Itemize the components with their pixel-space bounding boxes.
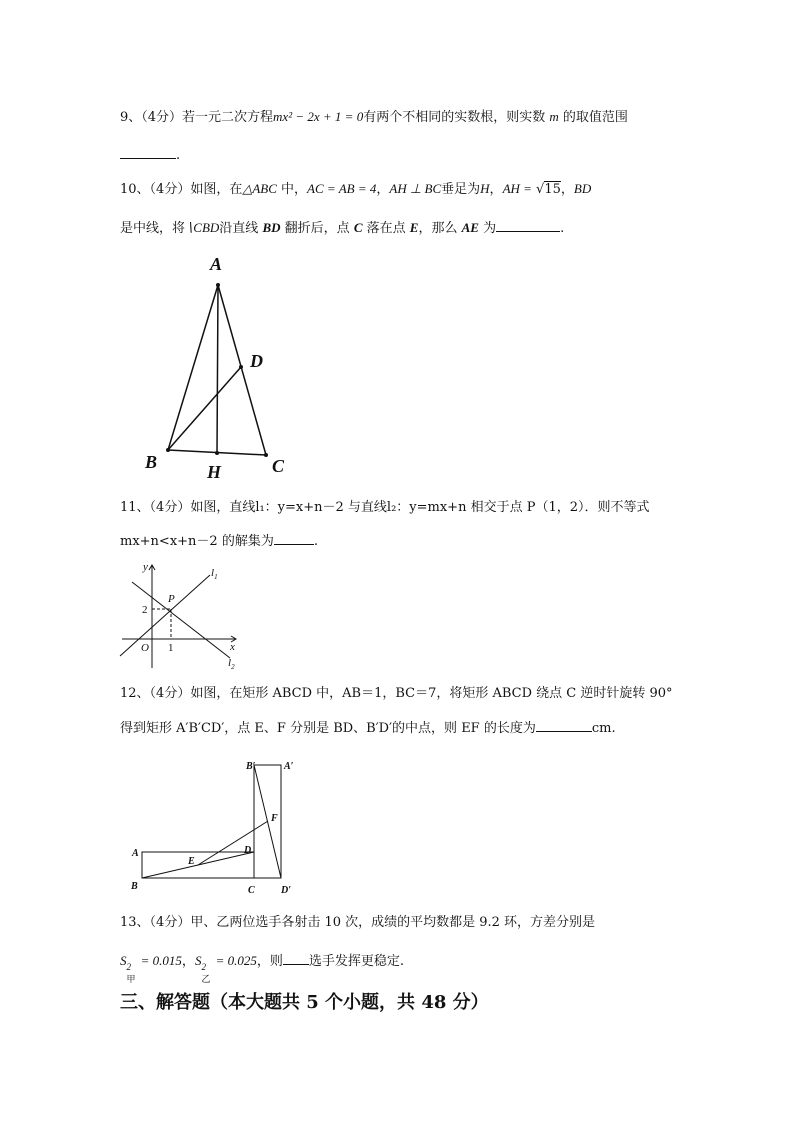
q10-triangle-figure <box>140 250 310 485</box>
q10-bd: BD <box>573 181 592 196</box>
label-d1: D′ <box>281 885 292 896</box>
q12-answer-blank[interactable] <box>536 717 592 732</box>
q10-l2-bd: BD <box>262 220 281 235</box>
q10-line1: 10、（4分）如图，在△ABC 中，AC = AB = 4，AH ⊥ BC垂足为H，AH = √15，BD <box>120 181 592 197</box>
q12-line1 <box>120 685 673 703</box>
q10-ah: AH = <box>502 181 532 196</box>
q10-l2-tri: ∖CBD <box>185 220 220 235</box>
q10-prefix: 10、（4分）如图，在 <box>120 182 243 197</box>
q9-mid: 有两个不相同的实数根，则实数 <box>363 110 546 125</box>
q9-prefix: 9、（4分）若一元二次方程 <box>120 110 274 125</box>
line-l1 <box>120 575 210 656</box>
label-b: B <box>145 452 158 472</box>
label-y: y <box>143 561 148 573</box>
label-l2: $l_2$ <box>228 657 235 671</box>
q9-var-m: m <box>549 109 559 124</box>
q10-l2-a: 沿直线 <box>219 221 259 236</box>
label-a: A <box>132 848 139 859</box>
q13-mid: ，则 <box>256 954 283 969</box>
q13-s-jia: S 2 甲 <box>120 953 136 984</box>
q10-l2-prefix: 是中线，将 <box>120 221 186 236</box>
q10-comma3: ， <box>560 182 574 197</box>
q10-l2-end: . <box>560 221 565 236</box>
q10-l2-ae: AE <box>461 220 479 235</box>
q11-line1 <box>120 499 650 517</box>
q11-line2 <box>120 530 318 551</box>
label-e: E <box>188 856 195 867</box>
q10-eq1: AC = AB = 4 <box>307 181 377 196</box>
q11-text2: mx+n<x+n－2 的解集为 <box>120 534 274 549</box>
q10-triangle: △ABC <box>242 181 277 196</box>
section-heading: 三、解答题（本大题共 5 个小题，共 48 分） <box>120 992 489 1013</box>
label-c: C <box>248 885 255 896</box>
segment-ef <box>198 821 268 865</box>
label-h: H <box>207 462 222 482</box>
label-a: A <box>210 254 223 274</box>
point-a <box>216 283 220 287</box>
q12-end: cm. <box>591 721 616 736</box>
q10-l2-c: C <box>353 220 363 235</box>
q13-s-yi: S 2 乙 <box>194 953 211 984</box>
q10-l2-f: ，那么 <box>418 221 458 236</box>
point-b <box>166 448 170 452</box>
median-bd <box>168 367 241 450</box>
label-p: P <box>168 593 175 605</box>
q12-line2 <box>120 717 616 738</box>
q13-text1: 13、（4分）甲、乙两位选手各射击 10 次，成绩的平均数都是 9.2 环，方差分别是 <box>120 915 596 930</box>
point-d <box>239 365 243 369</box>
q10-l2-e: E <box>409 220 419 235</box>
q9-end: . <box>176 148 181 163</box>
q12-text2: 得到矩形 A′B′CD′，点 E、F 分别是 BD、B′D′的中点，则 EF 的长度为 <box>120 721 536 736</box>
label-one: 1 <box>168 642 174 654</box>
label-b1: B′ <box>246 761 256 772</box>
q10-comma1: ， <box>376 182 390 197</box>
q13-sep: ， <box>181 954 195 969</box>
edge-ab <box>168 285 218 450</box>
label-c: C <box>272 456 285 476</box>
q9-suffix: 的取值范围 <box>562 110 628 125</box>
label-f: F <box>271 813 278 824</box>
q10-line2 <box>120 217 564 238</box>
q10-answer-blank[interactable] <box>496 217 560 232</box>
q11-graph-figure <box>118 560 248 672</box>
q10-h: H <box>480 181 490 196</box>
altitude-ah <box>217 285 218 453</box>
q10-l2-b: 翻折后，点 <box>284 221 350 236</box>
label-a1: A′ <box>284 761 294 772</box>
q10-perp: AH ⊥ BC <box>389 181 442 196</box>
q10-sqrt: 15 <box>544 182 561 197</box>
q13-val-yi: = 0.025 <box>215 953 257 968</box>
q13-answer-blank[interactable] <box>283 950 309 965</box>
label-two: 2 <box>142 604 148 616</box>
q11-answer-blank[interactable] <box>274 530 314 545</box>
q11-text1: 11、（4分）如图，直线l₁：y=x+n－2 与直线l₂：y=mx+n 相交于点 P（1，2）．则不等式 <box>120 500 650 515</box>
q12-rect-figure <box>128 755 308 900</box>
label-b: B <box>131 881 138 892</box>
q10-zhong: 中， <box>281 182 308 197</box>
q13-val-jia: = 0.015 <box>140 953 182 968</box>
label-d: D <box>250 351 263 371</box>
q9-answer-blank[interactable] <box>120 144 176 159</box>
q13-line2 <box>120 950 405 984</box>
q12-text1: 12、（4分）如图，在矩形 ABCD 中，AB＝1，BC＝7，将矩形 ABCD 绕点 C 逆时针旋转 90° <box>120 686 673 701</box>
point-h <box>215 451 219 455</box>
label-l1: $l_1$ <box>211 567 218 581</box>
point-c <box>264 453 268 457</box>
q13-line1 <box>120 914 595 932</box>
q10-l2-g: 为 <box>483 221 497 236</box>
label-origin: O <box>141 642 149 654</box>
q10-comma2: ， <box>489 182 503 197</box>
q10-l2-d: 落在点 <box>366 221 406 236</box>
q9-line2 <box>120 144 180 165</box>
q10-foot: 垂足为 <box>441 182 481 197</box>
label-d: D <box>244 845 252 856</box>
q9-equation: mx² − 2x + 1 = 0 <box>273 109 364 124</box>
q11-end: . <box>313 534 318 549</box>
q9-line1 <box>120 108 628 127</box>
label-x: x <box>230 641 235 653</box>
q13-end: 选手发挥更稳定. <box>308 954 405 969</box>
